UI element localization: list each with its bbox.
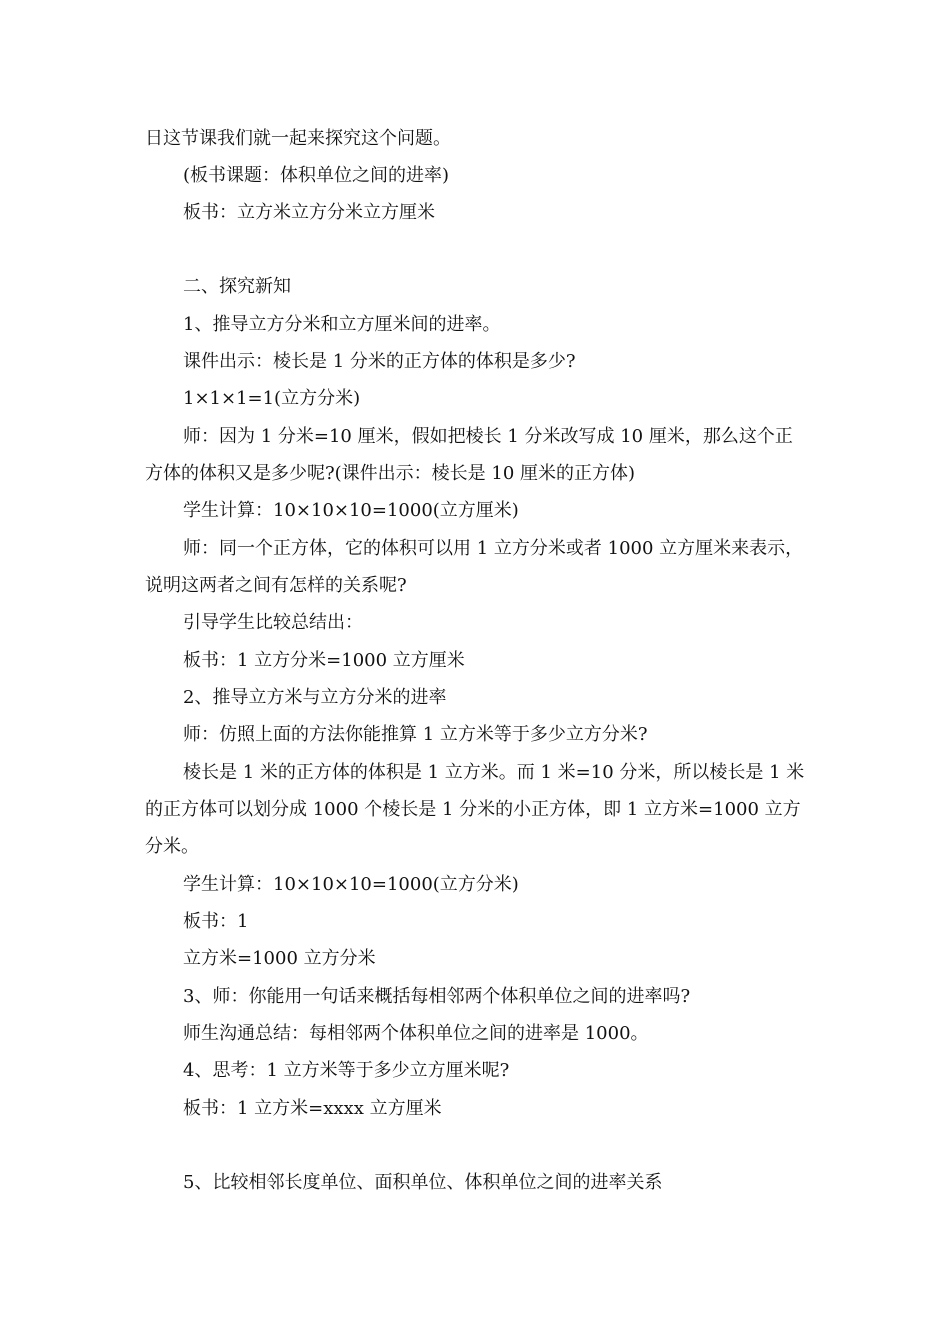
text-line-24: 师生沟通总结：每相邻两个体积单位之间的进率是 1000。 bbox=[183, 1023, 649, 1044]
text-line-1: 日这节课我们就一起来探究这个问题。 bbox=[145, 128, 451, 149]
text-line-16: 师：仿照上面的方法你能推算 1 立方米等于多少立方分米? bbox=[183, 724, 648, 745]
text-line-25: 4、思考：1 立方米等于多少立方厘米呢? bbox=[183, 1060, 510, 1081]
text-line-18: 的正方体可以划分成 1000 个棱长是 1 分米的小正方体，即 1 立方米=1000 立方 bbox=[145, 799, 801, 820]
text-line-26: 板书：1 立方米=xxxx 立方厘米 bbox=[183, 1098, 442, 1119]
text-line-5: 1、推导立方分米和立方厘米间的进率。 bbox=[183, 314, 501, 335]
text-line-10: 学生计算：10×10×10=1000(立方厘米) bbox=[183, 500, 519, 521]
text-line-14: 板书：1 立方分米=1000 立方厘米 bbox=[183, 650, 465, 671]
text-line-27: 5、比较相邻长度单位、面积单位、体积单位之间的进率关系 bbox=[183, 1172, 663, 1193]
text-line-15: 2、推导立方米与立方分米的进率 bbox=[183, 687, 447, 708]
text-line-19: 分米。 bbox=[145, 836, 199, 857]
text-line-7: 1×1×1=1(立方分米) bbox=[183, 388, 361, 409]
text-line-21: 板书：1 bbox=[183, 911, 249, 932]
text-line-23: 3、师：你能用一句话来概括每相邻两个体积单位之间的进率吗? bbox=[183, 986, 691, 1007]
text-line-22: 立方米=1000 立方分米 bbox=[183, 948, 376, 969]
text-line-12: 说明这两者之间有怎样的关系呢? bbox=[145, 575, 407, 596]
text-line-9: 方体的体积又是多少呢?(课件出示：棱长是 10 厘米的正方体) bbox=[145, 463, 636, 484]
text-line-11: 师：同一个正方体，它的体积可以用 1 立方分米或者 1000 立方厘米来表示， bbox=[183, 538, 804, 559]
text-line-3: 板书：立方米立方分米立方厘米 bbox=[183, 202, 435, 223]
text-line-8: 师：因为 1 分米=10 厘米，假如把棱长 1 分米改写成 10 厘米，那么这个正 bbox=[183, 426, 793, 447]
text-line-20: 学生计算：10×10×10=1000(立方分米) bbox=[183, 874, 519, 895]
section-heading: 二、探究新知 bbox=[183, 276, 291, 297]
text-line-17: 棱长是 1 米的正方体的体积是 1 立方米。而 1 米=10 分米，所以棱长是 1 米 bbox=[183, 762, 805, 783]
text-line-13: 引导学生比较总结出： bbox=[183, 612, 363, 633]
text-line-2: (板书课题：体积单位之间的进率) bbox=[183, 165, 450, 186]
text-line-6: 课件出示：棱长是 1 分米的正方体的体积是多少? bbox=[183, 351, 576, 372]
